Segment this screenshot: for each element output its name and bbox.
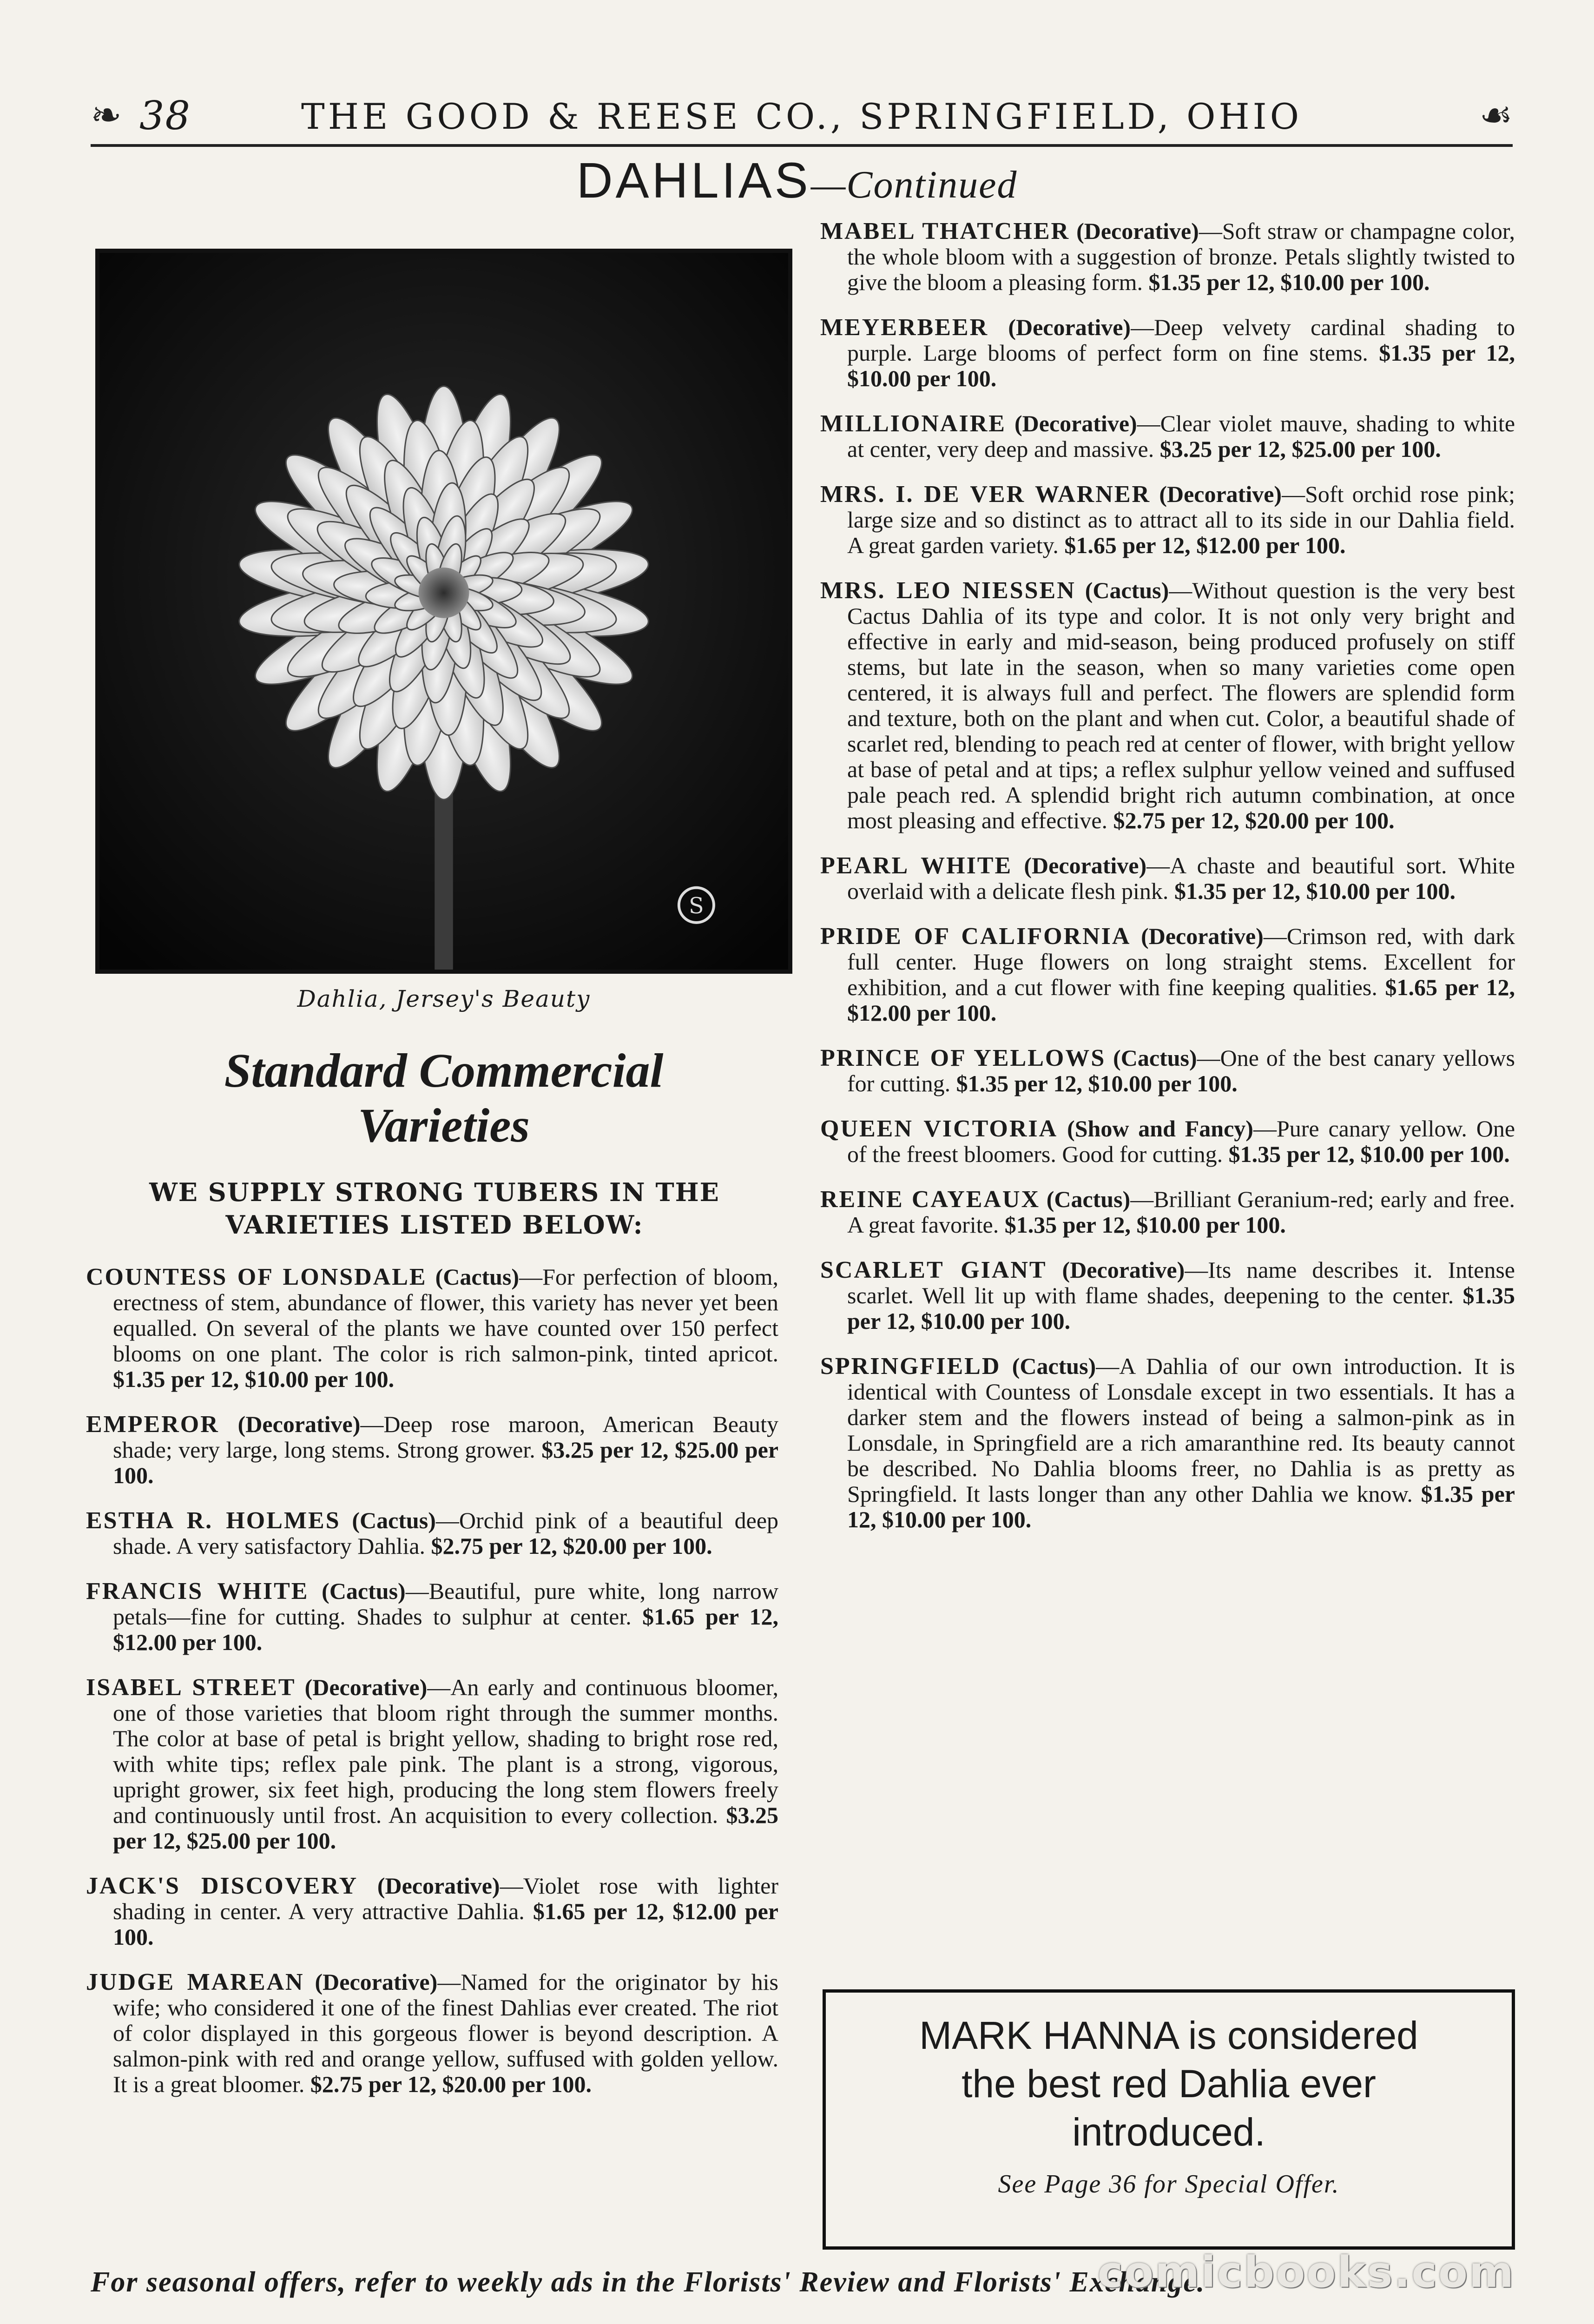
variety-description: —For perfection of bloom, erectness of stem, abundance of flower, this variety has never yet been equalled. On several of the plants we have counted over 150 perfect blooms on one plant. The color is rich salmon-pink, tinted apricot. [113,1264,779,1367]
right-variety-list [820,218,1515,1552]
variety-price: $3.25 per 12, $25.00 per 100. [113,1802,779,1854]
variety-entry [86,1578,778,1655]
variety-entry [820,1353,1515,1532]
variety-name: MABEL THATCHER [820,218,1070,244]
variety-price: $3.25 per 12, $25.00 per 100. [113,1437,779,1488]
variety-name: JACK'S DISCOVERY [86,1873,358,1899]
variety-price: $1.35 per 12, $10.00 per 100. [847,1282,1515,1334]
variety-description: —Soft orchid rose pink; large size and so distinct as to attract all to its side in our Dahlia field. A great garden variety. [847,481,1515,558]
variety-entry [86,1508,778,1559]
dahlia-illustration [99,253,788,970]
variety-type: (Cactus) [1046,1186,1131,1212]
variety-price: $1.65 per 12, $12.00 per 100. [847,974,1515,1026]
variety-price: $1.35 per 12, $10.00 per 100. [113,1366,395,1392]
variety-description: —Pure canary yellow. One of the freest bloomers. Good for cutting. [847,1116,1515,1167]
mark-hanna-callout [823,1989,1515,2250]
footer-note: For seasonal offers, refer to weekly ads in the Florists' Review and Florists' Exchange. [91,2266,1205,2298]
variety-type: (Decorative) [1014,410,1137,436]
variety-name: SCARLET GIANT [820,1257,1047,1283]
variety-description: —Crimson red, with dark full center. Huge flowers on long straight stems. Excellent for exhibition, and a cut flower with fine keeping qualities. [847,923,1515,1000]
variety-entry [820,482,1515,558]
variety-entry [820,411,1515,462]
variety-entry [820,1257,1515,1334]
variety-type: (Cactus) [322,1578,406,1604]
variety-description: —One of the best canary yellows for cutting. [847,1045,1515,1096]
variety-name: MILLIONAIRE [820,410,1006,437]
left-variety-list [86,1264,778,2117]
variety-entry [820,1116,1515,1167]
variety-type: (Decorative) [1159,481,1282,507]
variety-type: (Decorative) [237,1411,361,1437]
variety-description: —Brilliant Geranium-red; early and free. A great favorite. [847,1186,1515,1238]
page-number: 38 [139,93,191,139]
variety-name: EMPEROR [86,1411,219,1438]
variety-description: —Deep velvety cardinal shading to purple. Large blooms of perfect form on fine stems. [847,314,1515,366]
variety-type: (Decorative) [1076,218,1199,244]
callout-note: See Page 36 for Special Offer. [998,2170,1340,2199]
callout-line-3: introduced. [1072,2110,1265,2154]
heading-line-2: Varieties [358,1099,530,1152]
variety-type: (Show and Fancy) [1067,1116,1253,1142]
variety-price: $1.35 per 12, $10.00 per 100. [956,1070,1238,1096]
variety-entry [820,924,1515,1026]
variety-name: MEYERBEER [820,314,989,341]
variety-price: $1.65 per 12, $12.00 per 100. [1064,532,1346,558]
variety-price: $1.35 per 12, $10.00 per 100. [1174,878,1456,904]
variety-description: —An early and continuous bloomer, one of those varieties that bloom right through the summer months. The color at base of petal is bright yellow, shading to bright rose red, with white tips; reflex pale pink. The plant is a strong, vigorous, upright grower, six feet high, producing the long stem flowers freely and continuously until frost. An acquisition to every collection. [113,1674,778,1828]
callout-line-2: the best red Dahlia ever [962,2062,1376,2106]
section-title-main: DAHLIAS [576,152,811,208]
variety-price: $2.75 per 12, $20.00 per 100. [310,2071,592,2097]
variety-price: $1.35 per 12, $10.00 per 100. [847,340,1515,391]
variety-description: —Clear violet mauve, shading to white at center, very deep and massive. [847,410,1515,462]
standard-varieties-heading [95,1043,792,1153]
variety-name: ISABEL STREET [86,1674,296,1701]
variety-type: (Decorative) [1024,852,1147,878]
variety-price: $3.25 per 12, $25.00 per 100. [1159,436,1441,462]
ornament-right-icon: ☙ [1479,93,1513,137]
variety-type: (Cactus) [435,1264,520,1290]
variety-name: ESTHA R. HOLMES [86,1507,341,1534]
variety-description: —Deep rose maroon, American Beauty shade; very large, long stems. Strong grower. [113,1411,779,1463]
svg-text:S: S [689,893,704,919]
variety-price: $2.75 per 12, $20.00 per 100. [1113,807,1395,833]
variety-entry [820,315,1515,391]
variety-type: (Cactus) [352,1507,436,1533]
variety-description: —Without question is the very best Cactus Dahlia of its type and color. It is not only very bright and effective in early and mid-season, being produced profusely on stiff stems, but late in the season, when so many varieties come open centered, it is always full and perfect. The flowers are splendid form and texture, both on the plant and when cut. Color, a beautiful shade of scarlet red, blending to peach red at center of flower, with bright yellow at base of petal and at tips; a reflex sulphur yellow veined and suffused pale peach red. A splendid bright rich autumn combination, at once most pleasing and effective. [847,577,1515,833]
variety-entry [820,218,1515,295]
variety-description: —A chaste and beautiful sort. White overlaid with a delicate flesh pink. [847,852,1515,904]
variety-price: $2.75 per 12, $20.00 per 100. [431,1533,712,1559]
variety-type: (Decorative) [304,1674,428,1700]
variety-description: —Orchid pink of a beautiful deep shade. A very satisfactory Dahlia. [113,1507,779,1559]
variety-description: —Beautiful, pure white, long narrow petals—fine for cutting. Shades to sulphur at center. [113,1578,779,1630]
variety-name: FRANCIS WHITE [86,1578,309,1604]
variety-entry [820,853,1515,904]
variety-name: JUDGE MAREAN [86,1969,304,1995]
running-header [91,93,1513,147]
variety-name: REINE CAYEAUX [820,1186,1041,1213]
variety-type: (Cactus) [1085,577,1169,603]
variety-price: $1.35 per 12, $10.00 per 100. [1228,1141,1510,1167]
variety-price: $1.65 per 12, $12.00 per 100. [113,1898,778,1950]
variety-entry [86,1264,778,1392]
section-title [0,151,1594,209]
variety-name: PRINCE OF YELLOWS [820,1045,1106,1071]
variety-price: $1.65 per 12, $12.00 per 100. [113,1604,779,1655]
variety-type: (Decorative) [315,1969,438,1995]
variety-name: PRIDE OF CALIFORNIA [820,923,1131,950]
variety-name: MRS. LEO NIESSEN [820,577,1076,604]
variety-name: MRS. I. DE VER WARNER [820,481,1151,508]
variety-type: (Cactus) [1113,1045,1197,1071]
variety-description: —Its name describes it. Intense scarlet. Well lit up with flame shades, deepening to the center. [847,1257,1515,1308]
variety-price: $1.35 per 12, $10.00 per 100. [1004,1212,1286,1238]
variety-description: —Soft straw or champagne color, the whole bloom with a suggestion of bronze. Petals slightly twisted to give the bloom a pleasing form. [847,218,1515,295]
variety-entry [820,578,1515,833]
variety-entry [86,1675,778,1854]
callout-line-1: MARK HANNA is considered [919,2014,1418,2057]
variety-entry [86,1969,778,2097]
variety-entry [86,1412,778,1488]
section-title-continued: —Continued [810,163,1018,206]
variety-name: QUEEN VICTORIA [820,1116,1058,1142]
dahlia-photo [95,249,792,974]
variety-type: (Decorative) [1062,1257,1185,1283]
variety-name: PEARL WHITE [820,852,1013,879]
supply-note: WE SUPPLY STRONG TUBERS IN THE VARIETIES LISTED BELOW: [149,1177,720,1240]
photo-caption: Dahlia, Jersey's Beauty [297,985,591,1012]
variety-description: —Violet rose with lighter shading in center. A very attractive Dahlia. [113,1873,778,1924]
variety-name: SPRINGFIELD [820,1353,1001,1380]
variety-entry [820,1045,1515,1096]
ornament-left-icon: ❧ [91,93,122,137]
variety-name: COUNTESS OF LONSDALE [86,1264,427,1290]
variety-type: (Decorative) [1141,923,1264,949]
variety-description: —Named for the originator by his wife; who considered it one of the finest Dahlias ever created. The riot of color displayed in this gorgeous flower is beyond description. A salmon-pink with red and orange yellow, suffused with golden yellow. It is a great bloomer. [113,1969,779,2097]
variety-entry [86,1873,778,1950]
variety-type: (Decorative) [377,1873,500,1899]
heading-line-1: Standard Commercial [224,1044,664,1097]
variety-type: (Decorative) [1008,314,1131,340]
variety-price: $1.35 per 12, $10.00 per 100. [1148,269,1430,295]
variety-price: $1.35 per 12, $10.00 per 100. [847,1481,1515,1532]
variety-type: (Cactus) [1012,1353,1096,1379]
running-title: THE GOOD & REESE CO., SPRINGFIELD, OHIO [301,96,1302,137]
variety-entry [820,1187,1515,1238]
variety-description: —A Dahlia of our own introduction. It is identical with Countess of Lonsdale except in two essentials. It has a darker stem and the flowers instead of being a salmon-pink as in Lonsdale, in Springfield are a rich amaranthine red. Its beauty cannot be described. No Dahlia blooms freer, no Dahlia is as pretty as Springfield. It lasts longer than any other Dahlia we know. [847,1353,1515,1507]
watermark: comicbooks.com [1097,2247,1515,2297]
